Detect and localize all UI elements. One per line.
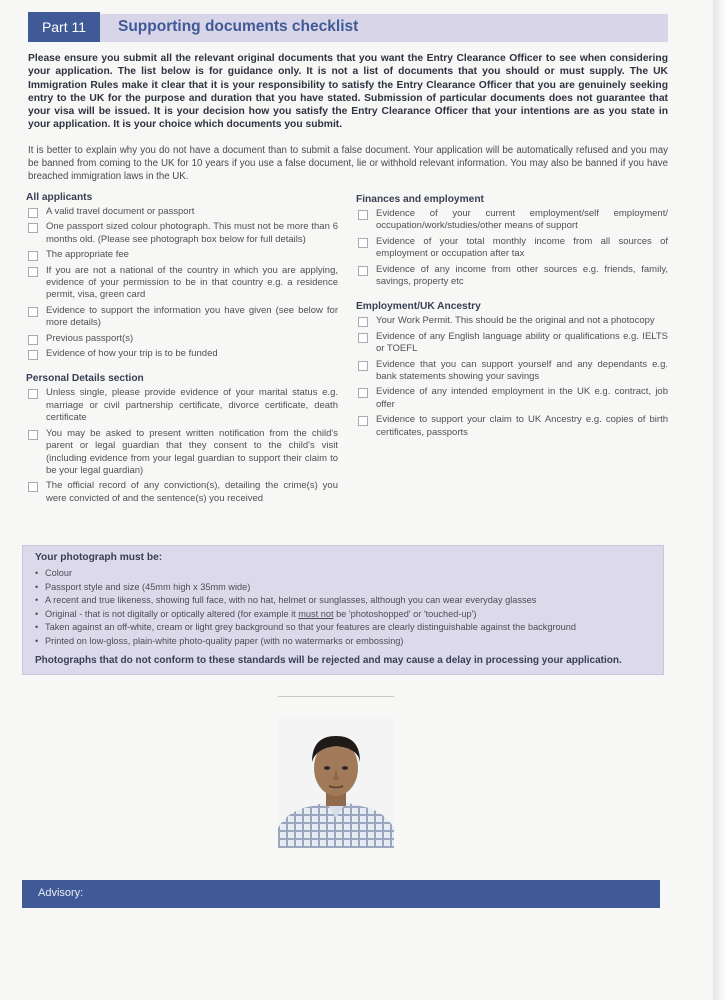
personal-details-list: [26, 387, 338, 505]
bullet: •: [35, 608, 39, 619]
requirement-item: [35, 594, 655, 608]
guidance-paragraph: Please ensure you submit all the relevant original documents that you want the Entry Clearance Officer to see when considering your application. The list below is for guidance only. It is not a list of documents that you should or must supply. The UK Immigration Rules make it clear that it is your responsibility to satisfy the Entry Clearance Officer that you are genuinely seeking entry to the UK for the purpose and duration that you have stated. Submission of particular documents does not guarantee that your visa will be issued. It is your decision how you satisfy the Entry Clearance Officer that your intentions are as you state in your application. It is your choice which documents you submit.: [28, 53, 668, 131]
checklist-item: [26, 221, 338, 246]
checklist-item: [356, 386, 668, 411]
photograph-requirements-list: [35, 567, 655, 649]
section-title: Supporting documents checklist: [118, 18, 359, 35]
finances-list: [356, 208, 668, 288]
bullet: •: [35, 622, 39, 633]
checklist-item: [26, 480, 338, 505]
checkbox[interactable]: [28, 350, 38, 360]
checkbox[interactable]: [28, 430, 38, 440]
checklist-item: [26, 387, 338, 424]
photo-frame-line: [278, 696, 394, 697]
checklist-item: [26, 249, 338, 261]
checkbox[interactable]: [358, 210, 368, 220]
checklist-item-text: Evidence of your total monthly income from all sources of employment or occupation after tax: [376, 235, 668, 260]
checklist-item-text: One passport sized colour photograph. This must not be more than 6 months old. (Please see photograph box below for full details): [46, 221, 338, 245]
false-document-warning: It is better to explain why you do not have a document than to submit a false document. Your application will be automatically refused and you may be banned from coming to the UK for 10 years if you use a false document, lie or withhold relevant information. You may also be banned if you have breached immigration laws in the UK.: [28, 145, 668, 182]
advisory-bar: [22, 880, 660, 908]
checklist-item: [26, 348, 338, 360]
checkbox[interactable]: [28, 307, 38, 317]
part-label: Part 11: [28, 12, 100, 42]
all-applicants-title: All applicants: [26, 192, 93, 203]
page-edge: [713, 0, 727, 1000]
requirement-item: [35, 635, 655, 649]
checkbox[interactable]: [358, 333, 368, 343]
checkbox[interactable]: [28, 482, 38, 492]
checklist-item-text: Previous passport(s): [46, 332, 134, 344]
checklist-item: [26, 305, 338, 330]
checkbox[interactable]: [28, 267, 38, 277]
checkbox[interactable]: [358, 416, 368, 426]
all-applicants-list: [26, 206, 338, 360]
requirement-item: [35, 608, 655, 622]
bullet: •: [35, 581, 39, 592]
ancestry-list: [356, 315, 668, 439]
checklist-item: [26, 265, 338, 302]
checklist-item-text: Evidence of how your trip is to be funded: [46, 348, 218, 360]
applicant-photo-illustration: [278, 718, 394, 848]
finances-title: Finances and employment: [356, 194, 484, 205]
checklist-item-text: You may be asked to present written notification from the child's parent or legal guardian that they consent to the child's visit (including evidence from your legal guardian to support their claim to be your legal guardian): [46, 427, 338, 476]
requirement-text: Printed on low-gloss, plain-white photo-quality paper (with no watermarks or embossing): [45, 635, 404, 646]
requirement-text: Colour: [45, 568, 73, 578]
requirement-item: [35, 567, 655, 581]
checkbox[interactable]: [358, 388, 368, 398]
checkbox[interactable]: [28, 335, 38, 345]
requirement-text: Passport style and size (45mm high x 35mm wide): [45, 581, 251, 592]
checklist-item-text: Evidence of your current employment/self employment/ occupation/work/studies/other means of support: [376, 208, 668, 232]
checklist-item-text: The appropriate fee: [46, 249, 129, 261]
checklist-item-text: Evidence that you can support yourself and any dependants e.g. bank statements showing your savings: [376, 358, 668, 383]
checklist-item: [26, 206, 338, 218]
right-column: [356, 194, 668, 442]
bullet: •: [35, 568, 39, 578]
checkbox[interactable]: [28, 208, 38, 218]
checklist-item: [356, 264, 668, 289]
ancestry-title: Employment/UK Ancestry: [356, 301, 481, 313]
requirement-item: [35, 621, 655, 635]
checkbox[interactable]: [28, 389, 38, 399]
requirement-item: [35, 581, 655, 595]
requirement-text: A recent and true likeness, showing full face, with no hat, helmet or sunglasses, although you can wear everyday glasses: [45, 595, 537, 606]
requirement-text-suffix: be 'photoshopped' or 'touched-up'): [333, 608, 477, 619]
requirement-text-emphasis: must not: [298, 608, 334, 619]
personal-details-title: Personal Details section: [26, 373, 144, 385]
bullet: •: [35, 635, 39, 646]
checkbox[interactable]: [358, 317, 368, 327]
checklist-item-text: Evidence of any English language ability or qualifications e.g. IELTS or TOEFL: [376, 330, 668, 355]
requirement-text: Taken against an off-white, cream or light grey background so that your features are clearly distinguishable against the background: [45, 622, 576, 633]
applicant-photo: [278, 718, 394, 848]
checkbox[interactable]: [358, 238, 368, 248]
checkbox[interactable]: [28, 223, 38, 233]
checklist-item: [356, 414, 668, 439]
checklist-item: [356, 359, 668, 384]
left-column: [26, 192, 338, 508]
photograph-rejection-note: Photographs that do not conform to these standards will be rejected and may cause a delay in processing your application.: [35, 655, 622, 666]
photograph-requirements-title: Your photograph must be:: [35, 552, 163, 563]
requirement-text: [45, 608, 476, 622]
checklist-item-text: A valid travel document or passport: [46, 206, 195, 217]
checkbox[interactable]: [358, 361, 368, 371]
checklist-item: [356, 236, 668, 261]
checklist-item: [356, 331, 668, 356]
checkbox[interactable]: [358, 266, 368, 276]
checklist-item-text: Evidence to support the information you have given (see below for more details): [46, 304, 338, 329]
checklist-item: [356, 315, 668, 327]
checklist-item-text: Evidence of any income from other sources e.g. friends, family, savings, property etc: [376, 263, 668, 288]
checklist-item: [26, 333, 338, 345]
checklist-item-text: Unless single, please provide evidence of your marital status e.g. marriage or civil partnership certificate, divorce certificate, death certificate: [46, 387, 338, 424]
photograph-requirements-box: [22, 545, 664, 675]
checklist-item-text: Your Work Permit. This should be the original and not a photocopy: [376, 315, 655, 327]
checkbox[interactable]: [28, 251, 38, 261]
checklist-item-text: Evidence of any intended employment in the UK e.g. contract, job offer: [376, 386, 668, 410]
checklist-item-text: The official record of any conviction(s), detailing the crime(s) you were convicted of and the sentence(s) you received: [46, 480, 338, 504]
checklist-item-text: If you are not a national of the country in which you are applying, evidence of your permission to be in that country e.g. a residence permit, visa, green card: [46, 264, 338, 301]
checklist-item: [356, 208, 668, 233]
advisory-label: Advisory:: [38, 887, 84, 899]
bullet: •: [35, 595, 39, 606]
checklist-item: [26, 428, 338, 478]
requirement-text-prefix: Original - that is not digitally or optically altered (for example it: [45, 608, 299, 619]
checklist-item-text: Evidence to support your claim to UK Ancestry e.g. copies of birth certificates, passports: [376, 414, 668, 438]
